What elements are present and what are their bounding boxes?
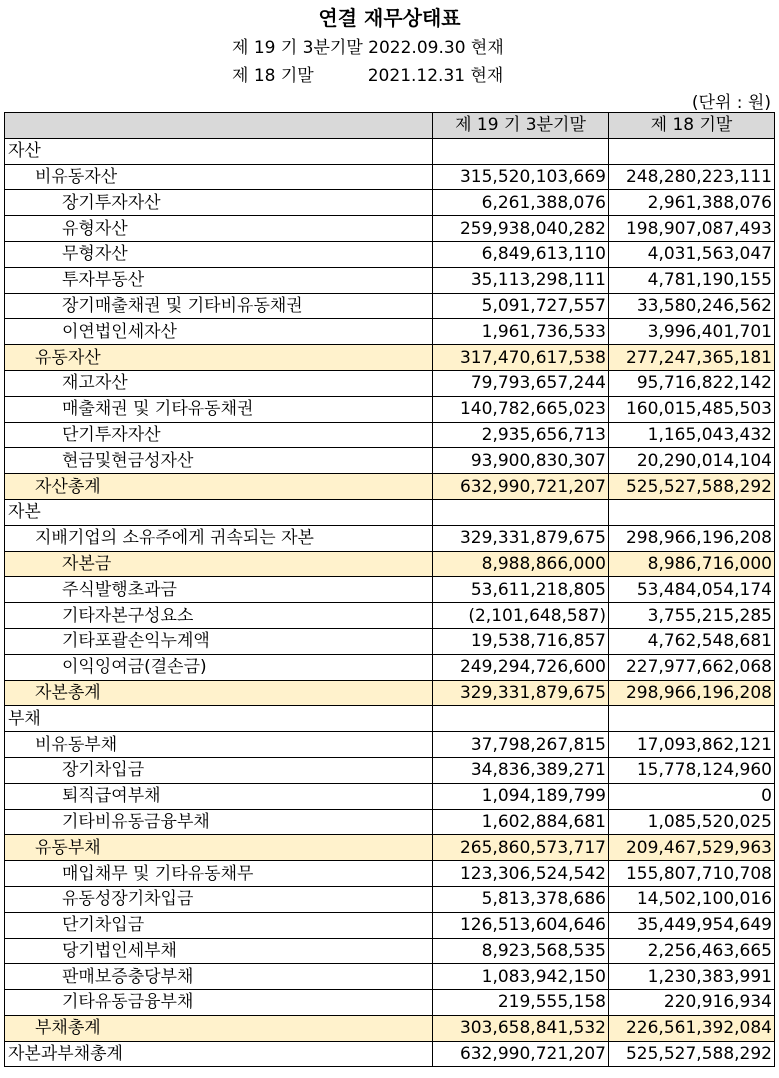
table-row	[5, 345, 775, 371]
balance-sheet-table	[4, 112, 775, 1067]
table-body	[5, 138, 775, 1067]
current-period-value: 315,520,103,669	[433, 164, 609, 190]
document-title: 연결 재무상태표	[318, 6, 461, 30]
current-period-value: 303,658,841,532	[433, 1015, 609, 1041]
prior-period-value: 1,230,383,991	[609, 964, 775, 990]
prior-period-value: 95,716,822,142	[609, 370, 775, 396]
table-row	[5, 654, 775, 680]
prior-period-value: 2,961,388,076	[609, 190, 775, 216]
current-period-value: 93,900,830,307	[433, 448, 609, 474]
current-period-value: 329,331,879,675	[433, 525, 609, 551]
table-row	[5, 319, 775, 345]
account-label: 비유동자산	[5, 164, 433, 190]
current-period-value: 249,294,726,600	[433, 654, 609, 680]
prior-period-value	[609, 706, 775, 732]
unit-label: (단위 : 원)	[691, 93, 771, 113]
prior-period-value: 198,907,087,493	[609, 216, 775, 242]
table-row	[5, 835, 775, 861]
prior-period-value: 226,561,392,084	[609, 1015, 775, 1041]
current-period-value: 259,938,040,282	[433, 216, 609, 242]
account-label: 퇴직급여부채	[5, 783, 433, 809]
account-label: 자산	[5, 138, 433, 164]
prior-period-value: 3,755,215,285	[609, 603, 775, 629]
table-row	[5, 190, 775, 216]
current-period-value: 5,813,378,686	[433, 886, 609, 912]
account-label: 현금및현금성자산	[5, 448, 433, 474]
prior-period-value: 4,762,548,681	[609, 628, 775, 654]
prior-period-value: 220,916,934	[609, 990, 775, 1016]
table-row	[5, 706, 775, 732]
account-label: 주식발행초과금	[5, 577, 433, 603]
account-label: 비유동부채	[5, 732, 433, 758]
prior-period-value: 8,986,716,000	[609, 551, 775, 577]
account-label: 유형자산	[5, 216, 433, 242]
account-label: 투자부동산	[5, 267, 433, 293]
prior-period-value: 277,247,365,181	[609, 345, 775, 371]
table-row	[5, 551, 775, 577]
prior-period-value: 160,015,485,503	[609, 396, 775, 422]
table-row	[5, 138, 775, 164]
prior-period-value: 248,280,223,111	[609, 164, 775, 190]
table-row	[5, 370, 775, 396]
prior-period-value	[609, 499, 775, 525]
account-label: 자본	[5, 499, 433, 525]
table-row	[5, 422, 775, 448]
table-row	[5, 938, 775, 964]
account-label: 단기투자자산	[5, 422, 433, 448]
prior-period-value: 2,256,463,665	[609, 938, 775, 964]
current-period-value: 35,113,298,111	[433, 267, 609, 293]
table-row	[5, 577, 775, 603]
table-row	[5, 912, 775, 938]
prior-period-value: 33,580,246,562	[609, 293, 775, 319]
table-row	[5, 396, 775, 422]
prior-period-value: 0	[609, 783, 775, 809]
table-row	[5, 732, 775, 758]
table-row	[5, 628, 775, 654]
table-row	[5, 990, 775, 1016]
table-header-row	[5, 113, 775, 139]
account-label: 장기투자자산	[5, 190, 433, 216]
current-period-value: 219,555,158	[433, 990, 609, 1016]
account-label: 기타비유동금융부채	[5, 809, 433, 835]
prior-period-value: 155,807,710,708	[609, 861, 775, 887]
current-period-value: 632,990,721,207	[433, 474, 609, 500]
current-period-value: (2,101,648,587)	[433, 603, 609, 629]
current-period-value: 1,094,189,799	[433, 783, 609, 809]
table-row	[5, 680, 775, 706]
account-label: 유동부채	[5, 835, 433, 861]
prior-period-value: 53,484,054,174	[609, 577, 775, 603]
table-row	[5, 886, 775, 912]
prior-period-value: 298,966,196,208	[609, 680, 775, 706]
table-row	[5, 216, 775, 242]
table-row	[5, 448, 775, 474]
current-period-value: 140,782,665,023	[433, 396, 609, 422]
current-period-value: 265,860,573,717	[433, 835, 609, 861]
account-label: 장기매출채권 및 기타비유동채권	[5, 293, 433, 319]
table-row	[5, 1015, 775, 1041]
account-label: 부채총계	[5, 1015, 433, 1041]
prior-period-value: 15,778,124,960	[609, 757, 775, 783]
table-row	[5, 293, 775, 319]
account-label: 이연법인세자산	[5, 319, 433, 345]
current-period-value: 317,470,617,538	[433, 345, 609, 371]
prior-period-value: 3,996,401,701	[609, 319, 775, 345]
table-row	[5, 474, 775, 500]
prior-period-value: 4,781,190,155	[609, 267, 775, 293]
current-period-value: 2,935,656,713	[433, 422, 609, 448]
header-account	[5, 113, 433, 139]
current-period-value: 1,083,942,150	[433, 964, 609, 990]
table-row	[5, 525, 775, 551]
prior-period-value: 17,093,862,121	[609, 732, 775, 758]
account-label: 무형자산	[5, 241, 433, 267]
prior-period-value: 1,085,520,025	[609, 809, 775, 835]
current-period-value: 632,990,721,207	[433, 1041, 609, 1067]
current-period-value: 8,988,866,000	[433, 551, 609, 577]
prior-period-value: 227,977,662,068	[609, 654, 775, 680]
current-period-value: 34,836,389,271	[433, 757, 609, 783]
account-label: 당기법인세부채	[5, 938, 433, 964]
account-label: 유동자산	[5, 345, 433, 371]
current-period-value	[433, 706, 609, 732]
account-label: 부채	[5, 706, 433, 732]
current-period-value	[433, 138, 609, 164]
prior-period-value: 20,290,014,104	[609, 448, 775, 474]
table-row	[5, 861, 775, 887]
current-period-value	[433, 499, 609, 525]
prior-period-value: 209,467,529,963	[609, 835, 775, 861]
table-row	[5, 783, 775, 809]
account-label: 매입채무 및 기타유동채무	[5, 861, 433, 887]
account-label: 매출채권 및 기타유동채권	[5, 396, 433, 422]
account-label: 자본금	[5, 551, 433, 577]
current-period-value: 126,513,604,646	[433, 912, 609, 938]
account-label: 자본과부채총계	[5, 1041, 433, 1067]
current-period-value: 329,331,879,675	[433, 680, 609, 706]
account-label: 지배기업의 소유주에게 귀속되는 자본	[5, 525, 433, 551]
account-label: 기타포괄손익누계액	[5, 628, 433, 654]
current-period-value: 123,306,524,542	[433, 861, 609, 887]
table-row	[5, 267, 775, 293]
account-label: 판매보증충당부채	[5, 964, 433, 990]
prior-period-value: 4,031,563,047	[609, 241, 775, 267]
prior-period-value: 525,527,588,292	[609, 1041, 775, 1067]
prior-period-value: 298,966,196,208	[609, 525, 775, 551]
table-row	[5, 809, 775, 835]
current-period-value: 6,261,388,076	[433, 190, 609, 216]
prior-period-value: 525,527,588,292	[609, 474, 775, 500]
account-label: 자산총계	[5, 474, 433, 500]
current-period-value: 53,611,218,805	[433, 577, 609, 603]
account-label: 재고자산	[5, 370, 433, 396]
period-prior: 제 18 기말 2021.12.31 현재	[232, 66, 504, 86]
table-row	[5, 757, 775, 783]
account-label: 기타자본구성요소	[5, 603, 433, 629]
table-row	[5, 964, 775, 990]
account-label: 이익잉여금(결손금)	[5, 654, 433, 680]
table-row	[5, 1041, 775, 1067]
period-current: 제 19 기 3분기말 2022.09.30 현재	[232, 38, 504, 58]
account-label: 장기차입금	[5, 757, 433, 783]
current-period-value: 19,538,716,857	[433, 628, 609, 654]
current-period-value: 8,923,568,535	[433, 938, 609, 964]
table-row	[5, 603, 775, 629]
header-current-period: 제 19 기 3분기말	[433, 113, 609, 139]
table-row	[5, 499, 775, 525]
prior-period-value: 1,165,043,432	[609, 422, 775, 448]
account-label: 유동성장기차입금	[5, 886, 433, 912]
table-row	[5, 164, 775, 190]
account-label: 기타유동금융부채	[5, 990, 433, 1016]
current-period-value: 79,793,657,244	[433, 370, 609, 396]
account-label: 자본총계	[5, 680, 433, 706]
header-prior-period: 제 18 기말	[609, 113, 775, 139]
current-period-value: 1,961,736,533	[433, 319, 609, 345]
current-period-value: 37,798,267,815	[433, 732, 609, 758]
prior-period-value: 14,502,100,016	[609, 886, 775, 912]
prior-period-value	[609, 138, 775, 164]
current-period-value: 1,602,884,681	[433, 809, 609, 835]
current-period-value: 6,849,613,110	[433, 241, 609, 267]
table-row	[5, 241, 775, 267]
account-label: 단기차입금	[5, 912, 433, 938]
current-period-value: 5,091,727,557	[433, 293, 609, 319]
prior-period-value: 35,449,954,649	[609, 912, 775, 938]
